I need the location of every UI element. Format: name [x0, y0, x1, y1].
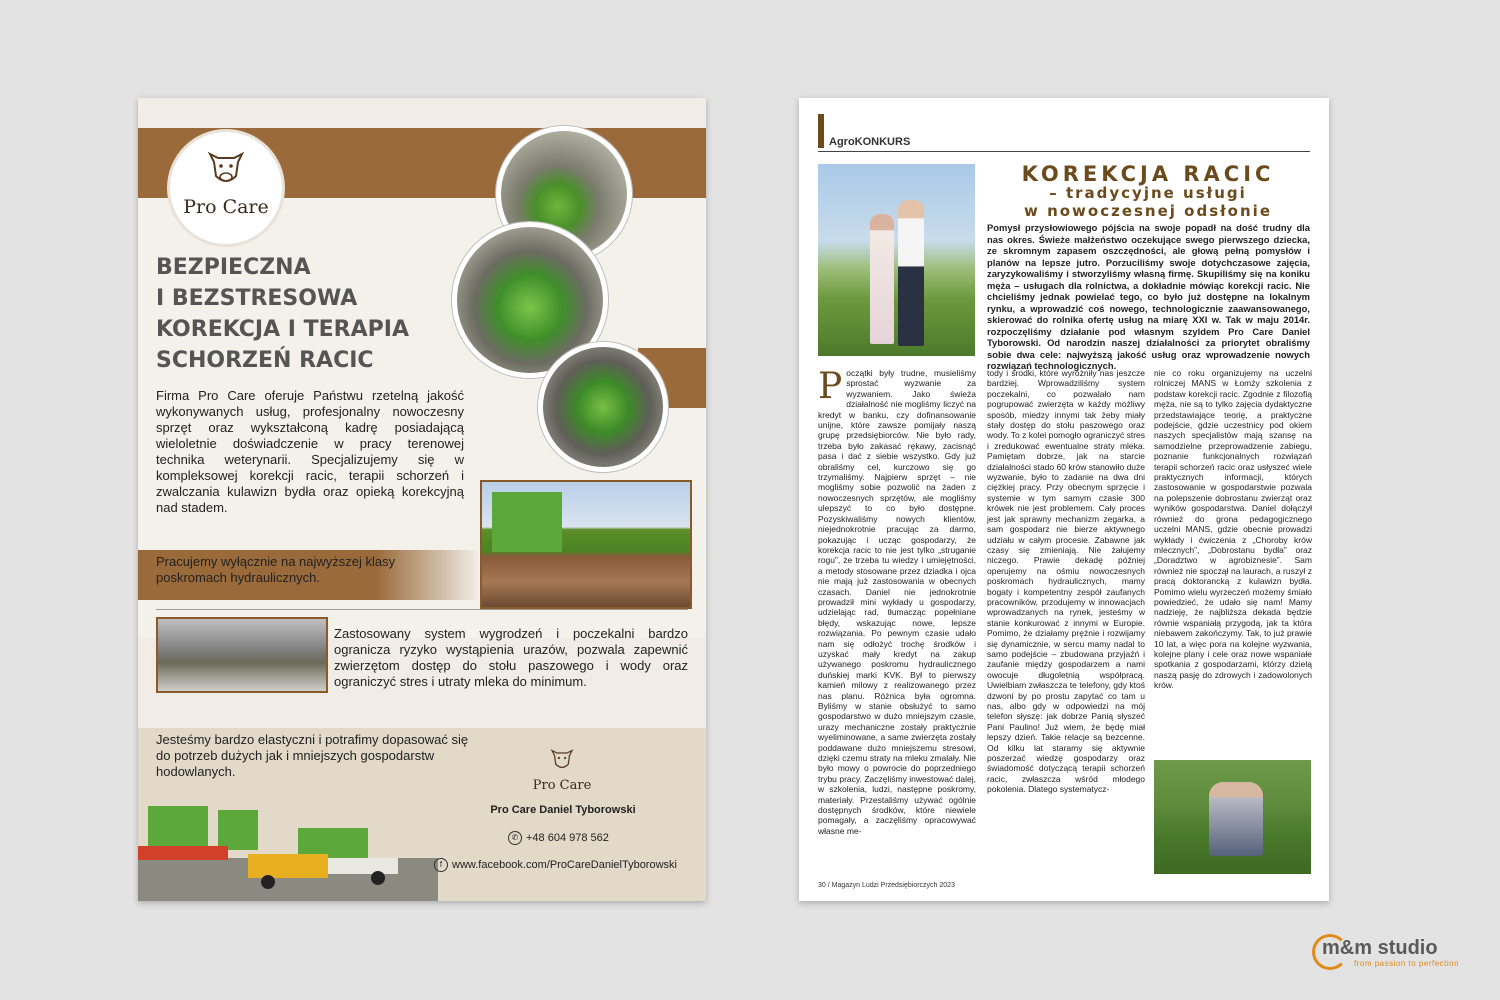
- photo-trucks: [138, 788, 438, 901]
- studio-tagline: from passion to perfection: [1354, 959, 1460, 968]
- article-column-3: nie co roku organizujemy na uczelni rolniczej MANS w Łomży szkolenia z podstaw korekcji racic. Zgodnie z filozofią męża, nie są to tylko zajęcia dydaktyczne przedstawiające teorię, a praktyczne podejście, gdzie uczestnicy pod okiem naszych specjalistów mają szansę na samodzielne przeprowadzenie zabiegu, poznanie funkcjonalnych rozwiązań terapii schorzeń racic oraz usłyszeć wiele praktycznych informacji, których zastosowanie w gospodarstwie pozwala na polepszenie dobrostanu zwierząt oraz wyników gospodarstwa. Daniel dołączył również do grona pedagogicznego uczelni MANS, gdzie obecnie prowadzi wykłady i ćwiczenia z „Choroby krów mlecznych”, „Dobrostanu bydła” oraz „Doradztwo w agrobiznesie”. Sam również nie spoczął na laurach, a ruszył z pracą doktorancką z kulawizn bydła. Pomimo wielu wyrzeczeń możemy śmiało powiedzieć, że udało się nam! Mamy nadzieję, że najbliższa dekada będzie równie wspaniałą przygodą, jak ta która niebawem zakończymy. Tak, to już prawie 10 lat, a więc pora na kolejne wyzwania, kolejne plany i cele oraz nowe wspaniałe spotkania z gospodarzami, którzy dzielą naszą pasję do zdrowych i zadowolonych krów.: [1154, 368, 1312, 691]
- headline-line: SCHORZEŃ RACIC: [156, 348, 374, 373]
- photo-barn-interior: [156, 617, 328, 693]
- pro-care-logo-small: [526, 743, 598, 793]
- company-name: Pro Care Daniel Tyborowski: [490, 804, 636, 816]
- title-main: KOREKCJA RACIC: [1021, 162, 1275, 186]
- phone-contact: [508, 831, 609, 845]
- facebook-contact: [434, 858, 677, 872]
- page-footer: 30 / Magazyn Ludzi Przedsiębiorczych 2023: [818, 882, 955, 889]
- hydraulic-crush-note: Pracujemy wyłącznie na najwyższej klasy poskromach hydraulicznych.: [156, 554, 396, 585]
- flexibility-paragraph: Jesteśmy bardzo elastyczni i potrafimy dopasować się do potrzeb dużych jak i mniejszych gospodarstw hodowlanych.: [156, 732, 469, 779]
- title-sub-1: – tradycyjne usługi: [1049, 184, 1247, 202]
- headline-line: I BEZSTRESOWA: [156, 286, 358, 311]
- headline: [156, 252, 476, 376]
- section-label: AgroKONKURS: [829, 136, 911, 148]
- facebook-url: www.facebook.com/ProCareDanielTyborowski: [452, 858, 677, 871]
- section-rule: [818, 151, 1310, 152]
- title-sub-2: w nowoczesnej odsłonie: [1023, 202, 1272, 220]
- studio-logo: [1312, 934, 1472, 974]
- photo-circle-crush-closeup: [538, 342, 668, 472]
- drop-cap: P: [818, 366, 843, 407]
- logo-wordmark: Pro Care: [532, 778, 592, 793]
- article-column-1: [818, 368, 976, 836]
- pro-care-logo: [170, 132, 282, 244]
- headline-line: BEZPIECZNA: [156, 255, 311, 280]
- photo-couple: [818, 164, 975, 356]
- cow-head-icon: [547, 743, 577, 773]
- article-title: [985, 162, 1311, 220]
- column-text: oczątki były trudne, musieliśmy sprostać wyzwanie za wyzwaniem. Jako świeża działalność nie mogliśmy liczyć na kredyt w banku, czy dofinansowanie unijne, które zawsze pomijały naszą grupę przedsiębiorców. Nie było rady, trzeba było zakasać rękawy, zacisnąć pasa i dać z siebie wszystko. Gdy już obraliśmy cel, kurczowo się go trzymaliśmy. Najpierw sprzęt – nie mogliśmy sobie pozwolić na żaden z nowoczesnych sprzętów, ale mogliśmy ulepszyć to co było dostępne. Pozyskiwaliśmy nowych klientów, niejednokrotnie pracując za darmo, pokazując i ucząc gospodarzy, że korekcja racic to nie jest tylko „struganie rogu”, że trzeba tu wiedzy i umiejętności, a metody stosowane przez dziadka i ojca nie mają już zastosowania w obecnych czasach. Daniel nie jednokrotnie prowadził mini wykłady u gospodarzy, udzielając rad, tłumacząc popełniane błędy, wskazując nowe, lepsze rozwiązania. Po pewnym czasie udało nam się odłożyć trochę środków i uzyskać mały kredyt na zakup używanego poskromu hydraulicznego duńskiej marki KVK. Był to pierwszy kamień milowy z realizowanego przez nas planu. Różnica była ogromna. Byliśmy w stanie obsłużyć to samo gospodarstwo w dużo mniejszym czasie, urazy mechaniczne zostały praktycznie wyeliminowane, a same zwierzęta zostały poddawane dużo mniejszemu stresowi, dzięki czemu straty na mleku zmalały. Nie było mowy o powrocie do poprzedniego trybu pracy. Zaczęliśmy inwestować dalej, w szkolenia, ludzi, następne poskromy, materiały. Przestaliśmy używać ogólnie dostępnych środków, które niewiele pomagały, a zaczęliśmy opracowywać własne me-: [818, 368, 976, 836]
- intro-paragraph: Firma Pro Care oferuje Państwu rzetelną jakość wykonywanych usług, profesjonalny nowoczesny sprzęt oraz wykształconą kadrę posiadającą wieloletnie doświadczenie w pracy terenowej technika weterynarii. Specjalizujemy się w kompleksowej korekcji racic, terapii schorzeń i zwalczania kulawizn bydła oraz opieką korekcyjną nad stadem.: [156, 388, 464, 515]
- logo-wordmark: Pro Care: [183, 196, 269, 218]
- section-marker: [818, 114, 824, 148]
- studio-name: m&m studio: [1322, 937, 1438, 959]
- lead-paragraph: Pomysł przysłowiowego pójścia na swoje popadł na dość trudny dla nas okres. Świeże małżeństwo oczekujące swego pierwszego dziecka, ze skromnym zapasem oszczędności, ale głową pełną pomysłów i planów na lepsze jutro. Porzuciliśmy swoje dotychczasowe zajęcia, zaryzykowaliśmy i stworzyliśmy własną firmę. Skupiliśmy się na koniku męża – usługach dla rolnictwa, a dokładnie mówiąc korekcji racic. Nie chcieliśmy jednak powielać tego, co było już dostępne na lokalnym rynku, a wprowadzić coś nowego, technologicznie zaawansowanego, skierować do rolnika ofertę usług na miarę XXI w. Tak w maju 2014r. rozpoczęliśmy działanie pod własnym szyldem Pro Care Daniel Tyborowski. Od narodzin naszej działalności za priorytet obraliśmy sobie dwa cele: najwyższą jakość usług oraz wprowadzenie nowych rozwiązań technologicznych.: [987, 222, 1310, 371]
- article-page: [799, 98, 1329, 901]
- photo-cows-in-pen: [480, 480, 692, 609]
- phone-icon: ✆: [508, 831, 522, 845]
- article-column-2: tody i środki, które wyróżniły nas jeszcze bardziej. Wprowadziliśmy system poczekalni, co pozwalało nam pogrupować zwierzęta w każdy możliwy sposób, miedzy innymi tak żeby miały stały dostęp do stołu paszowego oraz wody. To z kolei pomogło ograniczyć stres i zredukować ewentualne straty mleka. Pamiętam dobrze, jak na starcie działalności stado 60 krów stanowiło duże wyzwanie, było to zadanie na dwa dni ciężkiej pracy. Przy obecnym sprzęcie i systemie w tym samym czasie 300 krówek nie jest problemem. Cały proces jest jak sprawny mechanizm zegarka, a sam gospodarz nie bierze aktywnego udziału w całym procesie. Zabawne jak czasy się zmieniają. Nie żałujemy niczego. Prawie dekadę później operujemy na ośmiu nowoczesnych poskromach hydraulicznych, mamy bogaty i kompetentny zespół zaufanych pracowników, przodujemy w innowacjach wprowadzanych na rynek, jesteśmy w stanie konkurować z innymi w Europie. Pomimo, że działamy prężnie i rozwijamy się dynamicznie, w sercu mamy nadal to samo podejście – zbudowana przyjaźń i zaufanie między gospodarzem a nami owocuje długoletnią współpracą. Uwielbiam zwłaszcza te telefony, gdy ktoś dzwoni by po prostu zapytać co tam u nas, albo gdy w odpowiedzi na mój telefon słyszę: jak dobrze Panią słyszeć Pani Paulino! Już wiem, że będę miał lepszy dzień. Takie relacje są bezcenne. Od kilku lat staramy się aktywnie poszerzać wiedzę gospodarzy oraz świadomość dotyczącą terapii schorzeń racic, zwłaszcza wśród młodego pokolenia. Dlatego systematycz-: [987, 368, 1145, 795]
- divider: [156, 609, 688, 610]
- advert-page: [138, 98, 706, 901]
- photo-family: [1154, 760, 1311, 874]
- cow-head-icon: [202, 142, 250, 190]
- phone-number: +48 604 978 562: [526, 831, 609, 844]
- pens-system-paragraph: Zastosowany system wygrodzeń i poczekalni bardzo ogranicza ryzyko wystąpienia urazów, pozwala zapewnić zwierzętom dostęp do stołu paszowego i wody oraz ograniczyć stres i utraty mleka do minimum.: [334, 626, 688, 689]
- facebook-icon: f: [434, 858, 448, 872]
- headline-line: KOREKCJA I TERAPIA: [156, 317, 409, 342]
